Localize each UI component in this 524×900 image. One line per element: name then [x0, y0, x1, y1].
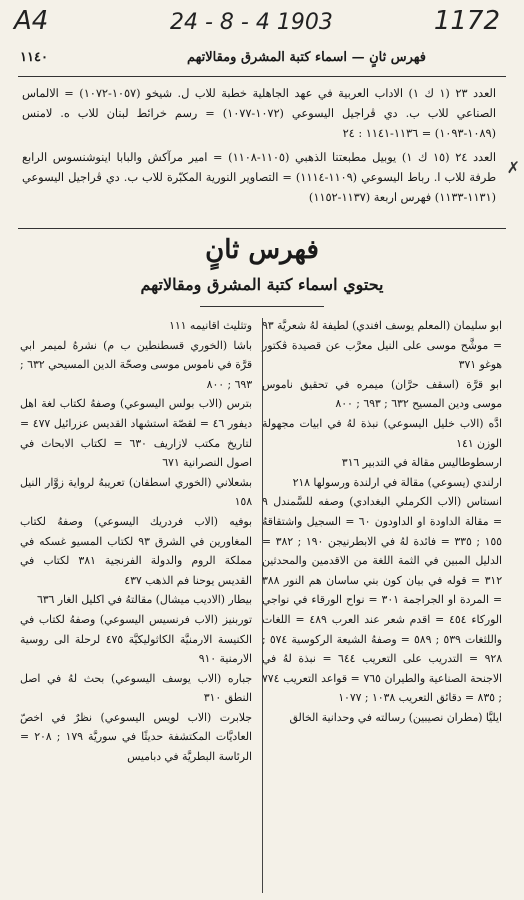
- index-entry: انستاس (الاب الكرملي البغدادي) وصفه للسَّمندل ٩ = مقالة الداودة او الداودون ٦٠ = السجيل واشتقاقهُ ١٥٥ ; ٣٣٥ = فائدة لهُ في الابطرنيجن ١٩٠ ; ٣٨٢ = الدليل المبين في الثمة اللغة من الاقدمين والمحدثين ٣١٢ = قوله في بيان كون بني ساسان هم النور ٣٨٨ = المردة او الجراجمة ٣٠١ = نواح الورقاء في نواجي الوركاء ٤٥٤ = اقدم شعر عند العرب ٤٨٩ = اللغات واللثغات ٥٣٩ ; ٥٨٩ = وصفهُ الشيعة الركوسية ٥٧٤ ; ٩٢٨ = التدريب على التعريب ٦٤٤ = نبذة لهُ في الاجنحة الصناعية والطيران ٧٦٥ = قواعد التعريب ٧٧٤ ; ٨٣٥ = دقائق التعريب ١٠٣٨ ; ١٠٧٧: [262, 495, 502, 705]
- section-rule: [18, 228, 506, 229]
- running-header: [20, 50, 496, 76]
- index-entry: ابو قرَّة (اسقف حرَّان) ميمره في تحقيق ناموس موسى ودين المسيح ٦٣٢ ; ٦٩٣ ; ٨٠٠: [262, 377, 502, 411]
- index-column-right: [262, 316, 502, 727]
- column-divider: [262, 318, 263, 893]
- issue-entries: [22, 84, 496, 212]
- index-entry: ابو سليمان (المعلم يوسف افندي) لطيفة لهُ شعريَّة ٩٣ = موشَّح موسى على النيل معرَّب عن قصيدة ڤكتور هوغو ٣٧١: [262, 319, 502, 372]
- index-entry: باشا (الخوري قسطنطين ب م) نشرهُ لميمر ابي قرَّة في ناموس موسى وصحّة الدين المسيحي ٦٣٢ ; ٦٩٣ ; ٨٠٠: [20, 338, 252, 391]
- index-entry: توربنيز (الاب فرنسيس اليسوعي) وصفهُ لكتاب في الكنيسة الارمنيَّة الكاثوليكيَّة ٤٧٥ لرحلة الى روسية الارمنية ٩١٠: [20, 612, 253, 666]
- handwritten-note-left: A4: [14, 6, 49, 36]
- index-entry: بوفيه (الاب فردريك اليسوعي) وصفهُ لكتاب المغاورين في الشرق ٩٣ لكتاب المسيو غسكه في مملكة الروم والدولة الفرنجية ٣٨١ لكتاب في القديس يوحنا فم الذهب ٤٣٧: [20, 514, 252, 587]
- subtitle-rule: [200, 306, 324, 307]
- header-rule: [18, 76, 506, 77]
- index-entry: جلابرت (الاب لويس اليسوعي) نظرٌ في اخصّ العاديَّات المكتشفة حديثًا في سوريَّة ١٧٩ ; ٢٠٨ = الرئاسة البطريَّة في دباميس: [20, 710, 252, 764]
- index-entry: بترس (الاب بولس اليسوعي) وصفهُ لكتاب لغة اهل ديفور ٤٦ = لقصّة استشهاد القديس عزرائيل ٤٧٧ = لتاريخ مكتب لازاريف ٦٣٠ = لكتاب الابحاث في اصول النصرانية ٦٧١: [20, 397, 253, 470]
- running-title: فهرس ثانٍ — اسماء كتبة المشرق ومقالاتهم: [186, 50, 426, 65]
- issue-entry-24: العدد ٢٤ (١٥ ك ١) يوبيل مطبعتنا الذهبي (١١٠٥-١١٠٨) = امير مرآكش والبابا اينوشنسوس الرابع طرفة للاب ا. رباط اليسوعي (١١٠٩-١١١٤) = التصاوير النورية المكبّرة للاب ب. دي ڤراجيل اليسوعي (١١٣١-١١٣٣) فهرس اربعة (١١٣٧-١١٥٢): [22, 151, 496, 204]
- section-title: فهرس ثانٍ: [205, 235, 319, 265]
- section-subtitle: يحتوي اسماء كتبة المشرق ومقالاتهم: [140, 275, 384, 294]
- handwritten-number: 1172: [433, 6, 500, 36]
- handwritten-date: 24 - 8 - 4 1903: [170, 10, 333, 35]
- index-entry: ادَّه (الاب خليل اليسوعي) نبذة لهُ في ابيات مجهولة الوزن ١٤١: [262, 416, 502, 450]
- index-entry: ارلندي (يسوعي) مقالة في ارلندة ورسولها ٢١٨: [292, 475, 502, 489]
- index-entry: ارسطوطاليس مقالة في التدبير ٣١٦: [341, 456, 502, 470]
- page-number: ١١٤٠: [20, 50, 48, 65]
- index-entry: ايليَّا (مطران نصيبين) رسالته في وحدانية الخالق: [289, 710, 502, 724]
- margin-mark-icon: ✗: [506, 158, 520, 177]
- index-entry: جباره (الاب يوسف اليسوعي) بحث لهُ في اصل النطق ٣١٠: [20, 671, 252, 705]
- issue-entry-23: العدد ٢٣ (١ ك ١) الاداب العربية في عهد الجاهلية خطبة للاب ل. شيخو (١٠٥٧-١٠٧٢) = الالماس الصناعي للاب ب. دي ڤراجيل اليسوعي (١٠٧٢-١٠٧٧) = رسم خرائط لبنان للاب ه. لامنس (١٠٨٩-١٠٩٣) = ١١٣٦-١١٤١ : ٢٤: [22, 87, 496, 140]
- index-entry: بيطار (الاديب ميشال) مقالتهُ في اكليل الغار ٦٣٦: [36, 593, 252, 607]
- index-entry: وتثليث اقانيمه ١١١: [169, 319, 252, 332]
- index-column-left: [20, 316, 252, 767]
- index-entry: بشعلاني (الخوري اسطفان) تعريبهُ لرواية زوَّار النيل ١٥٨: [20, 475, 252, 509]
